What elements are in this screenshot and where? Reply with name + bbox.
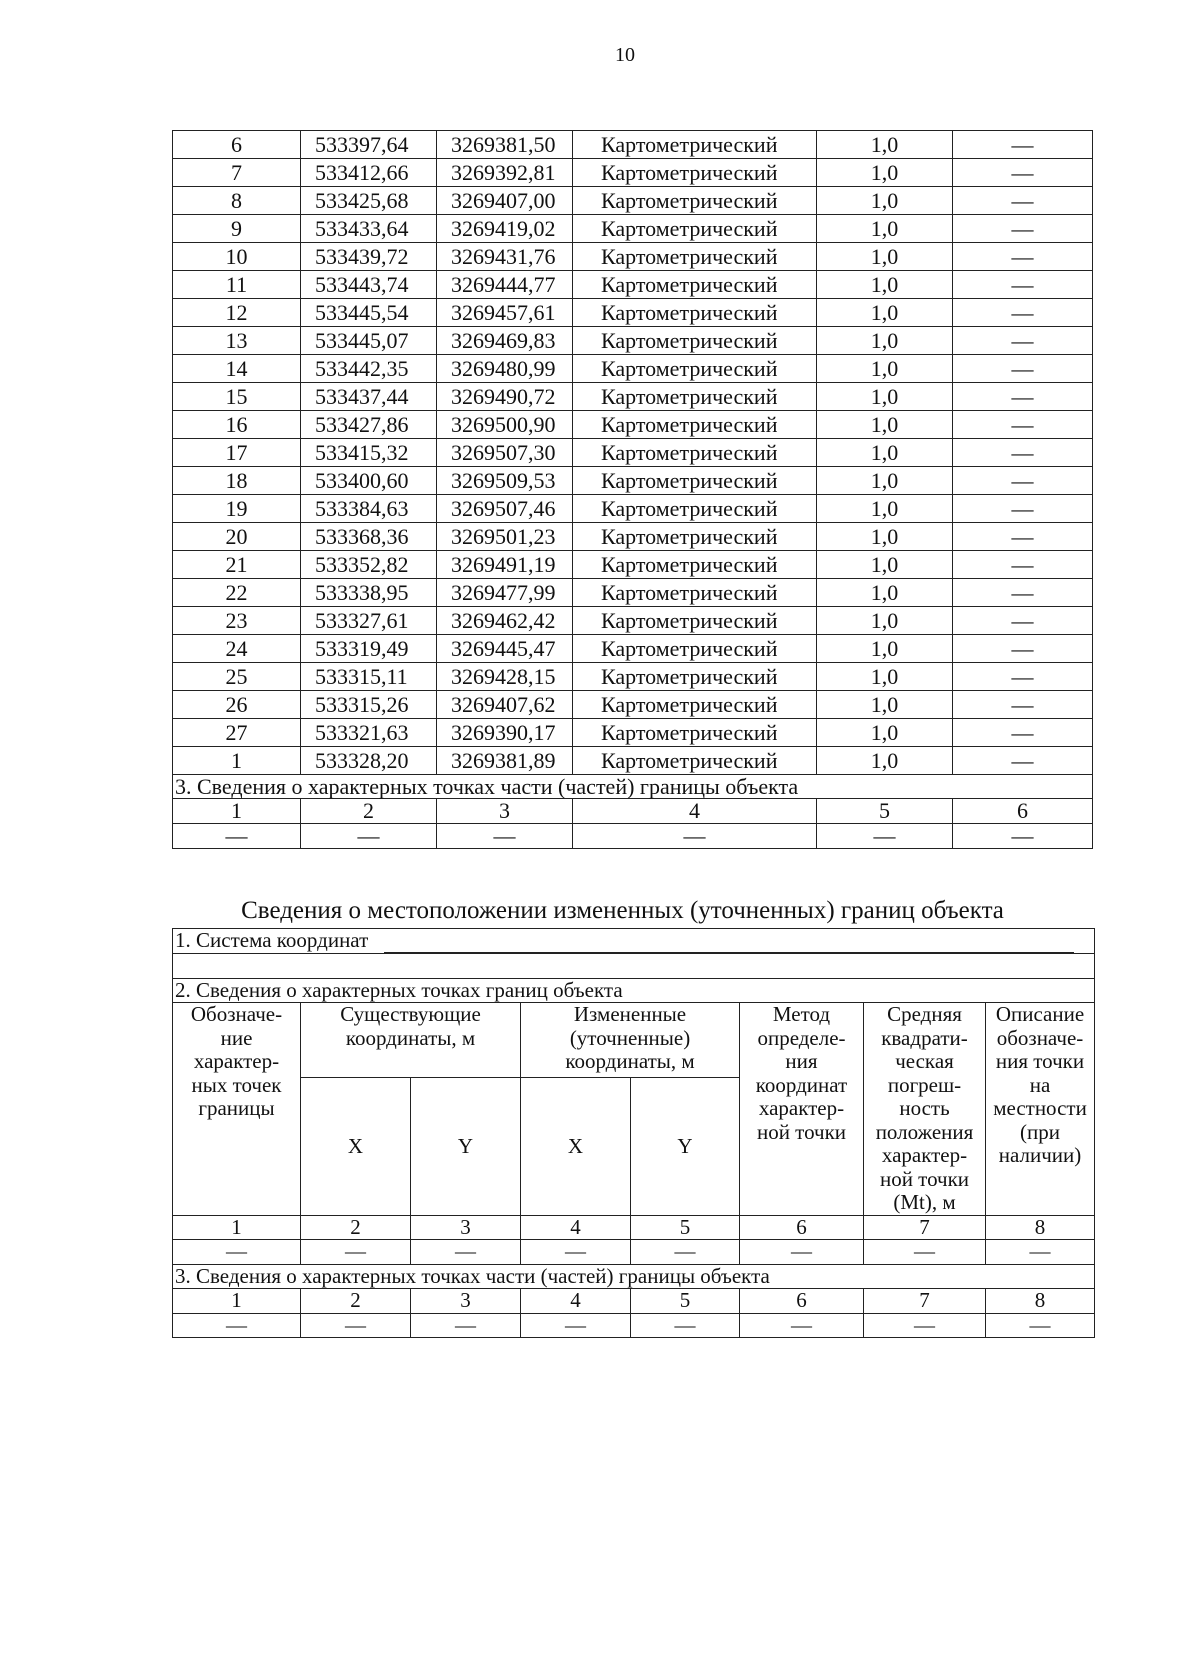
blank-row	[173, 953, 1095, 978]
table-cell: 22	[173, 579, 301, 607]
table-cell: 533425,68	[301, 187, 437, 215]
table-cell: 3269381,89	[437, 747, 573, 775]
table-cell: 533400,60	[301, 467, 437, 495]
boundary-points-table	[172, 130, 1093, 849]
table-cell: 3269469,83	[437, 327, 573, 355]
table-row	[173, 747, 1093, 775]
table-cell: —	[301, 1313, 411, 1338]
table-cell: 533415,32	[301, 439, 437, 467]
table-cell: —	[953, 495, 1093, 523]
table-row	[173, 439, 1093, 467]
table-cell: —	[953, 635, 1093, 663]
table-cell: Картометрический	[573, 243, 817, 271]
table-cell: 20	[173, 523, 301, 551]
table-cell: 23	[173, 607, 301, 635]
table-cell: 1,0	[817, 131, 953, 159]
table-row	[173, 383, 1093, 411]
table-cell: 1	[173, 1215, 301, 1240]
table-cell: —	[986, 1313, 1095, 1338]
table-cell: 3269462,42	[437, 607, 573, 635]
table-cell: Картометрический	[573, 551, 817, 579]
table-cell: —	[953, 523, 1093, 551]
table-cell: Картометрический	[573, 299, 817, 327]
table-cell: Картометрический	[573, 607, 817, 635]
table-cell: —	[953, 327, 1093, 355]
table-cell: 3269444,77	[437, 271, 573, 299]
table-cell: 8	[173, 187, 301, 215]
table-cell: 3269407,62	[437, 691, 573, 719]
table-cell: 533352,82	[301, 551, 437, 579]
table-cell: Картометрический	[573, 327, 817, 355]
table-row	[173, 299, 1093, 327]
table-cell: 533368,36	[301, 523, 437, 551]
table-cell: —	[573, 824, 817, 849]
table-cell: 533315,11	[301, 663, 437, 691]
table-cell: —	[953, 824, 1093, 849]
table-cell: 533445,54	[301, 299, 437, 327]
table-cell: 533397,64	[301, 131, 437, 159]
table-cell: 13	[173, 327, 301, 355]
table-cell: Картометрический	[573, 523, 817, 551]
table-row	[173, 579, 1093, 607]
table-cell: 533439,72	[301, 243, 437, 271]
header-changed: Измененные (уточненные) координаты, м	[521, 1003, 740, 1078]
table-cell: 3269500,90	[437, 411, 573, 439]
table-cell: —	[437, 824, 573, 849]
table-cell: —	[953, 719, 1093, 747]
table-row	[173, 159, 1093, 187]
table-cell: 533412,66	[301, 159, 437, 187]
table-cell: Картометрический	[573, 355, 817, 383]
table-cell: —	[953, 467, 1093, 495]
table-cell: —	[521, 1240, 631, 1265]
table-cell: 533321,63	[301, 719, 437, 747]
table-cell: Картометрический	[573, 635, 817, 663]
table-row	[173, 131, 1093, 159]
table-cell: Картометрический	[573, 439, 817, 467]
table-row	[173, 663, 1093, 691]
table-cell: —	[953, 215, 1093, 243]
table-cell: —	[953, 355, 1093, 383]
table-cell: Картометрический	[573, 579, 817, 607]
table-cell: —	[173, 1313, 301, 1338]
table-cell: —	[953, 243, 1093, 271]
header-existing: Существующие координаты, м	[301, 1003, 521, 1078]
dash-row	[173, 824, 1093, 849]
table-cell: 1	[173, 1289, 301, 1314]
table-cell: 7	[864, 1215, 986, 1240]
table-cell: 3269480,99	[437, 355, 573, 383]
table-cell: 1,0	[817, 551, 953, 579]
table-cell: —	[953, 271, 1093, 299]
table-row	[173, 411, 1093, 439]
table-cell: 1,0	[817, 159, 953, 187]
table-cell: 8	[986, 1215, 1095, 1240]
table-cell: 3	[411, 1289, 521, 1314]
table-cell: 533384,63	[301, 495, 437, 523]
table-cell: Картометрический	[573, 719, 817, 747]
table-cell: 3269477,99	[437, 579, 573, 607]
section3-row	[173, 1264, 1095, 1289]
table-cell: 3269390,17	[437, 719, 573, 747]
column-number-row	[173, 1289, 1095, 1314]
table-cell: 2	[301, 1215, 411, 1240]
table-cell: 533443,74	[301, 271, 437, 299]
table-cell: 4	[521, 1215, 631, 1240]
table-cell: 1,0	[817, 663, 953, 691]
table-cell: 1,0	[817, 215, 953, 243]
table-cell: 3269491,19	[437, 551, 573, 579]
table-cell: Картометрический	[573, 131, 817, 159]
table-cell: —	[631, 1240, 740, 1265]
table-cell: —	[953, 131, 1093, 159]
table-cell: 3269419,02	[437, 215, 573, 243]
table-cell: 6	[953, 799, 1093, 824]
table-cell: 3269501,23	[437, 523, 573, 551]
header-existing-y: Y	[411, 1078, 521, 1216]
table-cell: 533338,95	[301, 579, 437, 607]
section2-row	[173, 978, 1095, 1003]
table-cell: —	[411, 1240, 521, 1265]
table-row	[173, 523, 1093, 551]
table-cell: —	[953, 411, 1093, 439]
section3-row	[173, 775, 1093, 799]
table-cell: —	[953, 299, 1093, 327]
dash-row	[173, 1240, 1095, 1265]
table-row	[173, 635, 1093, 663]
table-cell: Картометрический	[573, 383, 817, 411]
header-error: Средняя квадрати- ческая погреш- ность положения характер- ной точки (Mt), м	[864, 1003, 986, 1216]
table-cell: 3269445,47	[437, 635, 573, 663]
table-cell: 1,0	[817, 383, 953, 411]
table-cell: —	[631, 1313, 740, 1338]
table-cell: Картометрический	[573, 159, 817, 187]
table-cell: —	[986, 1240, 1095, 1265]
table-cell: 2	[301, 799, 437, 824]
table-row	[173, 495, 1093, 523]
section3-title: 3. Сведения о характерных точках части (частей) границы объекта	[173, 1264, 1095, 1289]
table-cell: —	[953, 187, 1093, 215]
table-cell: —	[953, 159, 1093, 187]
table-cell: 16	[173, 411, 301, 439]
table-cell: —	[411, 1313, 521, 1338]
table-cell: 3	[411, 1215, 521, 1240]
column-number-row	[173, 1215, 1095, 1240]
coordinate-system-field	[384, 934, 1074, 953]
table-cell: 1,0	[817, 691, 953, 719]
table-cell: 3269457,61	[437, 299, 573, 327]
table-cell: 3269381,50	[437, 131, 573, 159]
coordinate-system-label: 1. Система координат	[175, 928, 369, 952]
table-cell: Картометрический	[573, 187, 817, 215]
table-cell: —	[864, 1240, 986, 1265]
table-cell: Картометрический	[573, 271, 817, 299]
table-cell: 26	[173, 691, 301, 719]
table-cell: 6	[740, 1289, 864, 1314]
changed-boundaries-table	[172, 928, 1095, 1338]
table-cell: —	[953, 383, 1093, 411]
table-row	[173, 467, 1093, 495]
table-cell: —	[740, 1240, 864, 1265]
table-cell: 14	[173, 355, 301, 383]
table-cell: —	[953, 691, 1093, 719]
table-cell: 1,0	[817, 523, 953, 551]
table-cell: 1,0	[817, 271, 953, 299]
table-cell: 2	[301, 1289, 411, 1314]
section2-title: 2. Сведения о характерных точках границ объекта	[173, 978, 1095, 1003]
table-row	[173, 187, 1093, 215]
table-cell: 533445,07	[301, 327, 437, 355]
table-cell: —	[864, 1313, 986, 1338]
table-cell: 7	[864, 1289, 986, 1314]
table-row	[173, 243, 1093, 271]
table-cell: 1,0	[817, 327, 953, 355]
table-cell: 3269507,30	[437, 439, 573, 467]
coordinate-system-row	[173, 929, 1095, 954]
table-cell: 5	[817, 799, 953, 824]
section-title: Сведения о местоположении измененных (уточненных) границ объекта	[241, 897, 1004, 924]
table-cell: —	[953, 551, 1093, 579]
table-cell: 6	[173, 131, 301, 159]
table-cell: 1,0	[817, 355, 953, 383]
column-number-row	[173, 799, 1093, 824]
table-cell: 1,0	[817, 411, 953, 439]
table-cell: —	[301, 824, 437, 849]
header-designation: Обозначе- ние характер- ных точек границы	[173, 1003, 301, 1216]
table-cell: Картометрический	[573, 467, 817, 495]
table-cell: 27	[173, 719, 301, 747]
table-cell: 21	[173, 551, 301, 579]
table-cell: 1,0	[817, 299, 953, 327]
table-cell: 1,0	[817, 467, 953, 495]
table-cell: 1,0	[817, 579, 953, 607]
table-cell: 18	[173, 467, 301, 495]
table-cell: —	[953, 663, 1093, 691]
table-cell: 533327,61	[301, 607, 437, 635]
table-cell: 6	[740, 1215, 864, 1240]
table-cell: 1	[173, 747, 301, 775]
table-row	[173, 327, 1093, 355]
table-cell: 3269407,00	[437, 187, 573, 215]
table-cell: 3269490,72	[437, 383, 573, 411]
table-cell: 1,0	[817, 243, 953, 271]
table-cell: 7	[173, 159, 301, 187]
table-cell: 4	[521, 1289, 631, 1314]
table-cell: 4	[573, 799, 817, 824]
page-number: 10	[615, 44, 635, 66]
table-cell: 10	[173, 243, 301, 271]
table-row	[173, 355, 1093, 383]
table-cell: 1,0	[817, 635, 953, 663]
table-cell: 1,0	[817, 607, 953, 635]
section3-title: 3. Сведения о характерных точках части (частей) границы объекта	[173, 775, 1093, 799]
table-cell: 19	[173, 495, 301, 523]
table-cell: —	[953, 747, 1093, 775]
table-row	[173, 691, 1093, 719]
table-cell: —	[173, 1240, 301, 1265]
table-cell: Картометрический	[573, 691, 817, 719]
table-cell: 533315,26	[301, 691, 437, 719]
table-cell: 5	[631, 1215, 740, 1240]
table-cell: 533328,20	[301, 747, 437, 775]
table-cell: 1,0	[817, 495, 953, 523]
table-row	[173, 607, 1093, 635]
table-cell: 8	[986, 1289, 1095, 1314]
table-cell: 533319,49	[301, 635, 437, 663]
table-cell: 11	[173, 271, 301, 299]
table-cell: 5	[631, 1289, 740, 1314]
table-cell: 533427,86	[301, 411, 437, 439]
table-cell: 24	[173, 635, 301, 663]
header-changed-x: X	[521, 1078, 631, 1216]
table-cell: 1,0	[817, 439, 953, 467]
table-cell: 3269392,81	[437, 159, 573, 187]
table-cell: 3269509,53	[437, 467, 573, 495]
table-cell: 1,0	[817, 747, 953, 775]
table-cell: 3269507,46	[437, 495, 573, 523]
table-cell: 12	[173, 299, 301, 327]
table-cell: —	[953, 579, 1093, 607]
table-cell: 533442,35	[301, 355, 437, 383]
table-cell: —	[740, 1313, 864, 1338]
table-cell: 15	[173, 383, 301, 411]
table-cell: —	[173, 824, 301, 849]
dash-row	[173, 1313, 1095, 1338]
header-changed-y: Y	[631, 1078, 740, 1216]
table-cell: 1	[173, 799, 301, 824]
header-existing-x: X	[301, 1078, 411, 1216]
table-row	[173, 719, 1093, 747]
table-cell: 533433,64	[301, 215, 437, 243]
table-cell: Картометрический	[573, 215, 817, 243]
table-cell: —	[953, 607, 1093, 635]
table-cell: —	[521, 1313, 631, 1338]
table-cell: 533437,44	[301, 383, 437, 411]
table-cell: Картометрический	[573, 747, 817, 775]
table-cell: 17	[173, 439, 301, 467]
table-cell: Картометрический	[573, 411, 817, 439]
table-cell: Картометрический	[573, 663, 817, 691]
table-cell: —	[953, 439, 1093, 467]
table-cell: 1,0	[817, 187, 953, 215]
table-cell: Картометрический	[573, 495, 817, 523]
table-cell: 25	[173, 663, 301, 691]
table-cell: 3	[437, 799, 573, 824]
table-cell: —	[817, 824, 953, 849]
table-row	[173, 215, 1093, 243]
table-cell: 3269428,15	[437, 663, 573, 691]
table-cell: 1,0	[817, 719, 953, 747]
table-cell: —	[301, 1240, 411, 1265]
table-cell: 9	[173, 215, 301, 243]
table-row	[173, 551, 1093, 579]
table-cell: 3269431,76	[437, 243, 573, 271]
header-description: Описание обозначе- ния точки на местности (при наличии)	[986, 1003, 1095, 1216]
table-row	[173, 271, 1093, 299]
header-method: Метод определе- ния координат характер- ной точки	[740, 1003, 864, 1216]
header-row-1	[173, 1003, 1095, 1078]
